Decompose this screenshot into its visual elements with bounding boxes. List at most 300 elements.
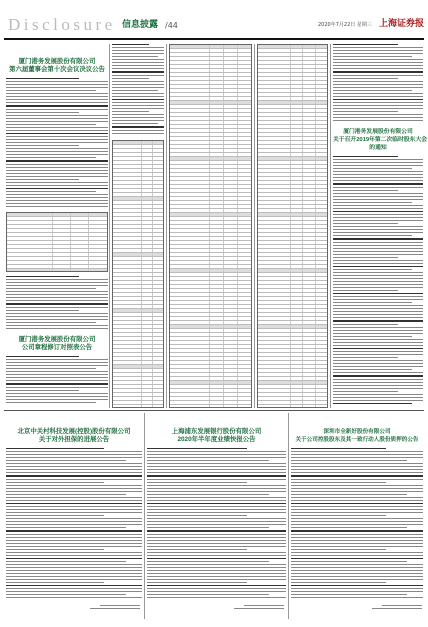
text-line — [6, 582, 104, 583]
text-line — [291, 503, 423, 504]
text-line — [147, 479, 286, 480]
text-line — [333, 251, 423, 252]
text-line — [333, 403, 412, 404]
text-line — [333, 397, 423, 398]
text-line — [6, 368, 96, 369]
text-line — [147, 591, 286, 592]
text-line — [333, 111, 398, 112]
text-line — [147, 570, 286, 571]
text-line — [291, 491, 423, 492]
text-line — [291, 488, 423, 489]
text-line — [333, 272, 423, 273]
text-line — [333, 56, 412, 57]
table-row — [7, 269, 107, 272]
text-line — [291, 558, 423, 559]
text-line — [333, 339, 423, 340]
text-line — [6, 457, 142, 458]
text-line — [6, 93, 108, 94]
notice-title: 北京中关村科技发展(控股)股份有限公司 — [17, 428, 131, 435]
text-line — [112, 62, 164, 63]
text-line — [333, 53, 423, 54]
column-divider — [166, 44, 167, 408]
text-line — [112, 102, 164, 103]
text-line — [333, 317, 423, 318]
text-line — [147, 540, 286, 541]
text-line — [333, 372, 423, 373]
text-line — [147, 530, 286, 531]
text-line — [333, 81, 423, 82]
text-line — [333, 238, 423, 239]
text-line — [333, 199, 423, 200]
text-line — [147, 585, 286, 586]
text-line — [333, 84, 423, 85]
text-line — [6, 81, 108, 82]
text-line — [291, 448, 386, 449]
text-line — [333, 96, 423, 97]
data-table — [6, 212, 108, 272]
text-line — [6, 118, 108, 119]
column-divider — [330, 44, 331, 408]
text-line — [291, 509, 423, 510]
text-line — [333, 65, 423, 66]
text-line — [333, 93, 423, 94]
text-line — [112, 59, 164, 60]
text-line — [291, 534, 423, 535]
text-line — [291, 479, 423, 480]
text-line — [333, 211, 423, 212]
text-line — [333, 327, 423, 328]
text-line — [291, 582, 386, 583]
text-line — [291, 497, 423, 498]
text-line — [6, 509, 142, 510]
text-line — [147, 521, 286, 522]
text-line — [147, 588, 286, 589]
text-line — [6, 362, 108, 363]
text-line — [6, 173, 108, 174]
text-line — [333, 62, 423, 63]
text-line — [333, 99, 423, 100]
text-line — [6, 84, 108, 85]
text-line — [333, 311, 423, 312]
notice-title: 关于公司控股股东及其一致行动人股份质押的公告 — [295, 437, 419, 443]
text-line — [333, 242, 423, 243]
text-line — [147, 546, 286, 547]
text-line — [291, 527, 407, 528]
text-line — [147, 457, 286, 458]
text-line — [6, 466, 142, 467]
text-line — [112, 78, 149, 79]
text-line — [6, 319, 108, 320]
text-line — [147, 527, 269, 528]
text-line — [6, 133, 108, 134]
text-line — [147, 537, 286, 538]
text-line — [147, 567, 286, 568]
text-line — [6, 543, 142, 544]
text-line — [291, 482, 386, 483]
text-line — [291, 475, 423, 476]
text-line — [333, 196, 423, 197]
notice-title: 上海浦东发展银行股份有限公司 — [171, 428, 262, 435]
text-line — [291, 460, 407, 461]
text-line — [291, 540, 423, 541]
text-line — [6, 167, 108, 168]
text-line — [333, 293, 423, 294]
text-line — [6, 203, 108, 204]
text-line — [112, 105, 164, 106]
text-line — [333, 177, 423, 178]
text-line — [112, 87, 164, 88]
text-line — [291, 521, 423, 522]
text-line — [147, 512, 286, 513]
text-line — [291, 500, 423, 501]
text-line — [333, 269, 412, 270]
text-line — [6, 307, 108, 308]
text-line — [6, 356, 79, 357]
text-line — [333, 320, 423, 321]
text-line — [6, 588, 142, 589]
board-signature — [352, 604, 422, 609]
text-line — [333, 220, 423, 221]
text-line — [6, 374, 108, 375]
board-signature — [214, 604, 284, 609]
text-line — [6, 300, 108, 301]
text-line — [291, 451, 423, 452]
text-line — [291, 454, 423, 455]
text-line — [6, 139, 108, 140]
text-line — [6, 491, 142, 492]
text-line — [6, 485, 142, 486]
text-line — [6, 154, 108, 155]
text-line — [6, 157, 96, 158]
text-line — [333, 226, 423, 227]
text-line — [147, 543, 286, 544]
text-line — [6, 585, 142, 586]
text-line — [6, 463, 142, 464]
text-line — [112, 130, 164, 131]
text-line — [112, 47, 164, 48]
text-line — [291, 515, 386, 516]
text-line — [333, 156, 398, 157]
text-line — [147, 518, 286, 519]
text-line — [333, 59, 423, 60]
text-line — [6, 109, 108, 110]
text-line — [147, 534, 286, 535]
notice-title: 第六届董事会第十次会议决议公告 — [9, 66, 105, 73]
text-line — [6, 506, 142, 507]
text-line — [147, 509, 286, 510]
text-line — [6, 325, 108, 326]
text-line — [6, 151, 108, 152]
text-line — [112, 53, 164, 54]
text-line — [291, 573, 423, 574]
text-line — [6, 282, 108, 283]
text-line — [6, 185, 108, 186]
text-line — [6, 518, 142, 519]
text-line — [333, 385, 423, 386]
text-line — [333, 366, 423, 367]
text-line — [333, 302, 412, 303]
text-line — [6, 121, 108, 122]
text-line — [6, 160, 108, 161]
notice-title: 深圳市全新好股份有限公司 — [323, 429, 391, 435]
text-line — [147, 558, 286, 559]
text-line — [291, 472, 423, 473]
text-line — [147, 503, 286, 504]
text-line — [333, 202, 412, 203]
notice-title: 关于对外担保的进展公告 — [38, 436, 110, 443]
section-rule — [4, 410, 424, 411]
text-line — [333, 183, 423, 184]
text-line — [333, 324, 398, 325]
text-line — [6, 564, 142, 565]
text-line — [6, 402, 96, 403]
text-line — [6, 546, 142, 547]
text-line — [6, 102, 108, 103]
text-line — [6, 182, 108, 183]
text-line — [291, 530, 423, 531]
newspaper-name: 上海证券报 — [379, 19, 425, 29]
text-line — [6, 503, 142, 504]
notice-body-text — [333, 44, 423, 122]
notice-title: 2020年半年度业绩快报公告 — [177, 436, 256, 443]
notice-body-text — [6, 276, 108, 330]
text-line — [147, 475, 286, 476]
text-line — [333, 296, 423, 297]
text-line — [147, 463, 286, 464]
text-line — [6, 179, 79, 180]
text-line — [6, 494, 126, 495]
text-line — [291, 469, 423, 470]
text-line — [147, 497, 286, 498]
board-signature — [70, 604, 140, 609]
text-line — [6, 112, 79, 113]
text-line — [333, 275, 423, 276]
text-line — [333, 333, 423, 334]
text-line — [147, 515, 247, 516]
notice-title: 厦门港务发展股份有限公司 — [18, 58, 96, 65]
text-line — [6, 322, 96, 323]
text-line — [6, 594, 126, 595]
text-line — [333, 345, 423, 346]
text-line — [6, 78, 79, 79]
text-line — [291, 564, 423, 565]
data-table — [257, 44, 328, 408]
text-line — [147, 564, 286, 565]
text-line — [333, 71, 423, 72]
text-line — [333, 114, 423, 115]
text-line — [291, 576, 423, 577]
text-line — [147, 469, 286, 470]
text-line — [112, 111, 149, 112]
text-line — [333, 214, 423, 215]
text-line — [147, 561, 269, 562]
text-line — [291, 485, 423, 486]
text-line — [333, 369, 412, 370]
text-line — [6, 521, 142, 522]
table-row — [170, 405, 251, 408]
text-line — [6, 552, 142, 553]
text-line — [291, 552, 423, 553]
text-line — [6, 479, 142, 480]
text-line — [333, 68, 423, 69]
text-line — [291, 570, 423, 571]
text-line — [291, 463, 423, 464]
text-line — [112, 123, 158, 124]
text-line — [147, 579, 286, 580]
text-line — [147, 582, 247, 583]
text-line — [333, 190, 398, 191]
notice-body-text — [333, 156, 423, 406]
text-line — [291, 549, 386, 550]
text-line — [112, 56, 158, 57]
text-line — [6, 390, 79, 391]
text-line — [6, 537, 142, 538]
table-row — [258, 405, 327, 408]
text-line — [147, 491, 286, 492]
text-line — [147, 524, 286, 525]
text-line — [291, 512, 423, 513]
data-table — [169, 44, 252, 408]
text-line — [333, 348, 423, 349]
text-line — [6, 170, 108, 171]
text-line — [333, 257, 398, 258]
notice-body-text — [6, 448, 142, 598]
text-line — [6, 316, 108, 317]
text-line — [6, 472, 142, 473]
text-line — [333, 314, 423, 315]
text-line — [6, 497, 142, 498]
text-line — [333, 391, 398, 392]
text-line — [333, 382, 423, 383]
text-line — [333, 284, 423, 285]
text-line — [6, 469, 142, 470]
text-line — [291, 494, 407, 495]
text-line — [291, 506, 423, 507]
text-line — [6, 276, 79, 277]
notice-body-text — [6, 78, 108, 208]
text-line — [6, 148, 108, 149]
text-line — [6, 105, 108, 106]
text-line — [333, 278, 423, 279]
text-line — [291, 518, 423, 519]
notice-body-text — [291, 448, 423, 598]
text-line — [6, 365, 108, 366]
text-line — [333, 354, 423, 355]
text-line — [6, 294, 108, 295]
text-line — [6, 448, 104, 449]
text-line — [147, 594, 269, 595]
text-line — [333, 105, 423, 106]
text-line — [333, 308, 423, 309]
text-line — [6, 297, 108, 298]
text-line — [147, 451, 286, 452]
text-line — [6, 540, 142, 541]
text-line — [6, 206, 108, 207]
text-line — [6, 573, 142, 574]
text-line — [333, 357, 398, 358]
text-line — [147, 482, 247, 483]
text-line — [333, 78, 398, 79]
text-line — [333, 171, 423, 172]
text-line — [112, 120, 164, 121]
text-line — [6, 310, 79, 311]
text-line — [6, 524, 142, 525]
text-line — [6, 328, 108, 329]
text-line — [6, 387, 108, 388]
text-line — [333, 217, 423, 218]
text-line — [6, 475, 142, 476]
text-line — [112, 108, 164, 109]
text-line — [6, 597, 142, 598]
text-line — [333, 360, 423, 361]
text-line — [333, 47, 423, 48]
section-title: 信息披露 — [122, 20, 159, 30]
text-line — [6, 87, 108, 88]
text-line — [6, 371, 108, 372]
text-line — [6, 145, 79, 146]
text-line — [147, 472, 286, 473]
text-line — [6, 194, 108, 195]
text-line — [333, 290, 398, 291]
text-line — [333, 299, 423, 300]
text-line — [6, 90, 96, 91]
text-line — [333, 400, 423, 401]
text-line — [147, 454, 286, 455]
notice-body-text — [147, 448, 286, 598]
text-line — [333, 375, 423, 376]
text-line — [333, 254, 423, 255]
text-line — [112, 68, 164, 69]
text-line — [333, 281, 423, 282]
text-line — [333, 394, 423, 395]
text-line — [6, 549, 104, 550]
page-number: /44 — [165, 21, 178, 30]
text-line — [291, 546, 423, 547]
column-divider — [288, 413, 289, 619]
text-line — [6, 591, 142, 592]
text-line — [333, 263, 423, 264]
text-line — [333, 363, 423, 364]
data-table — [112, 140, 164, 408]
text-line — [6, 555, 142, 556]
text-line — [6, 570, 142, 571]
text-line — [333, 208, 423, 209]
text-line — [147, 506, 286, 507]
issue-date: 2020年7月22日 星期三 — [318, 22, 372, 28]
text-line — [6, 567, 142, 568]
text-line — [147, 460, 269, 461]
text-line — [333, 165, 423, 166]
text-line — [333, 205, 423, 206]
text-line — [6, 200, 108, 201]
text-line — [333, 305, 423, 306]
text-line — [333, 235, 412, 236]
text-line — [333, 351, 423, 352]
text-line — [333, 248, 423, 249]
text-line — [6, 534, 142, 535]
text-line — [6, 579, 142, 580]
notice-title: 公司章程修订对照表公告 — [21, 344, 93, 351]
text-line — [112, 50, 164, 51]
text-line — [6, 99, 108, 100]
text-line — [333, 330, 423, 331]
text-line — [333, 87, 423, 88]
text-line — [6, 515, 104, 516]
text-line — [6, 530, 142, 531]
text-line — [112, 117, 164, 118]
text-line — [291, 537, 423, 538]
text-line — [6, 451, 142, 452]
